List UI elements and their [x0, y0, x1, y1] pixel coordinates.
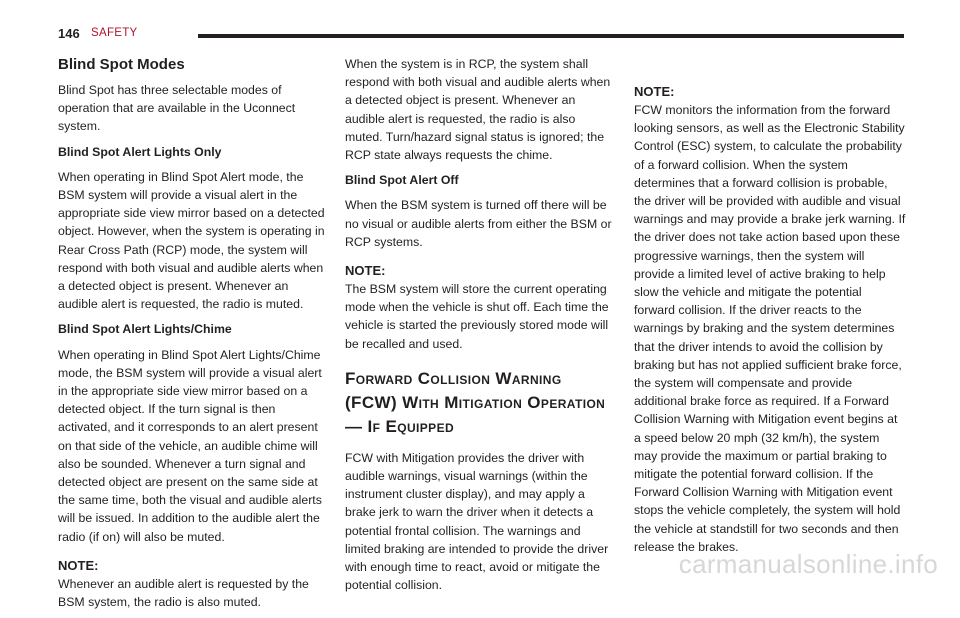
section-title: SAFETY: [91, 27, 138, 39]
mode-alert-lights-chime-title: Blind Spot Alert Lights/Chime: [58, 322, 232, 337]
mode-alert-off-title: Blind Spot Alert Off: [345, 173, 459, 188]
note-text: FCW monitors the information from the forward looking sensors, as well as the Electronic Stability Control (ESC) system, to calculate the probability of a forward collision. When the system determines that a forward collision is probable, the driver will be provided with audible and visual warnings and may provide a brake jerk warning. If the driver does not take action based upon these progressive warnings, then the system will provide a limited level of active braking to help slow the vehicle and mitigate the potential forward collision. If the driver reacts to the warnings by braking and the system determines that the driver intends to avoid the collision by braking but has not applied sufficient brake force, the system will compensate and provide additional brake force as required. If a Forward Collision Warning with Mitigation event begins at a speed below 20 mph (32 km/h), the system may provide the maximum or partial braking to mitigate the potential forward collision. If the Forward Collision Warning with Mitigation event stops the vehicle completely, the system will hold the vehicle at standstill for two seconds and then release the brakes.: [634, 103, 906, 554]
note-label: NOTE:: [345, 263, 386, 279]
watermark: carmanualsonline.info: [678, 549, 938, 579]
heading-fcw: Forward Collision Warning (FCW) With Mitigation Operation — If Equipped: [345, 368, 606, 436]
mode-alert-lights-chime-text: When operating in Blind Spot Alert Lights/Chime mode, the BSM system will provide a visual alert in the appropriate side view mirror based on a detected object. If the turn signal is then activated, and it corresponds to an alert present on that side of the vehicle, an audible chime will also be sounded. Whenever a turn signal and detected object are present on the same side at the same time, both the visual and audible alerts will be issued. In addition to the audible alert the radio (if on) will also be muted.: [58, 347, 322, 544]
heading-blind-spot-modes: Blind Spot Modes: [58, 56, 185, 73]
column-1: [58, 55, 326, 618]
fcw-paragraph: FCW with Mitigation provides the driver with audible warnings, visual warnings (within the instrument cluster display), and may apply a brake jerk to warn the driver when it detects a potential frontal collision. The warnings and limited braking are intended to provide the driver with enough time to react, avoid or mitigate the potential collision.: [345, 450, 609, 593]
note-label: NOTE:: [634, 84, 675, 99]
mode-alert-off-text: When the BSM system is turned off there will be no visual or audible alerts from either the BSM or RCP systems.: [345, 198, 612, 249]
column-3: [634, 55, 906, 563]
page-number: 146: [58, 26, 80, 41]
column-2: [345, 55, 615, 601]
mode-alert-lights-only-title: Blind Spot Alert Lights Only: [58, 144, 222, 159]
note-text: Whenever an audible alert is requested by the BSM system, the radio is also muted.: [58, 576, 309, 610]
mode-alert-lights-only-text: When operating in Blind Spot Alert mode, the BSM system will provide a visual alert in the appropriate side view mirror based on a detected object. However, when the system is operating in Rear Cross Path (RCP) mode, the system will respond with both visual and audible alerts when a detected object is present. Whenever an audible alert is requested, the radio is muted.: [58, 169, 325, 312]
header-rule: [198, 34, 904, 38]
intro-paragraph: Blind Spot has three selectable modes of operation that are available in the Uconnect system.: [58, 83, 296, 134]
note-label: NOTE:: [58, 557, 99, 573]
note-text: The BSM system will store the current operating mode when the vehicle is shut off. Each time the vehicle is started the previously stored mode will be recalled and used.: [345, 282, 609, 351]
page-header: [58, 24, 904, 46]
rcp-paragraph: When the system is in RCP, the system shall respond with both visual and audible alerts when a detected object is present. Whenever an audible alert is requested, the radio is also muted. Turn/hazard signal status is ignored; the RCP state always requests the chime.: [345, 57, 611, 163]
